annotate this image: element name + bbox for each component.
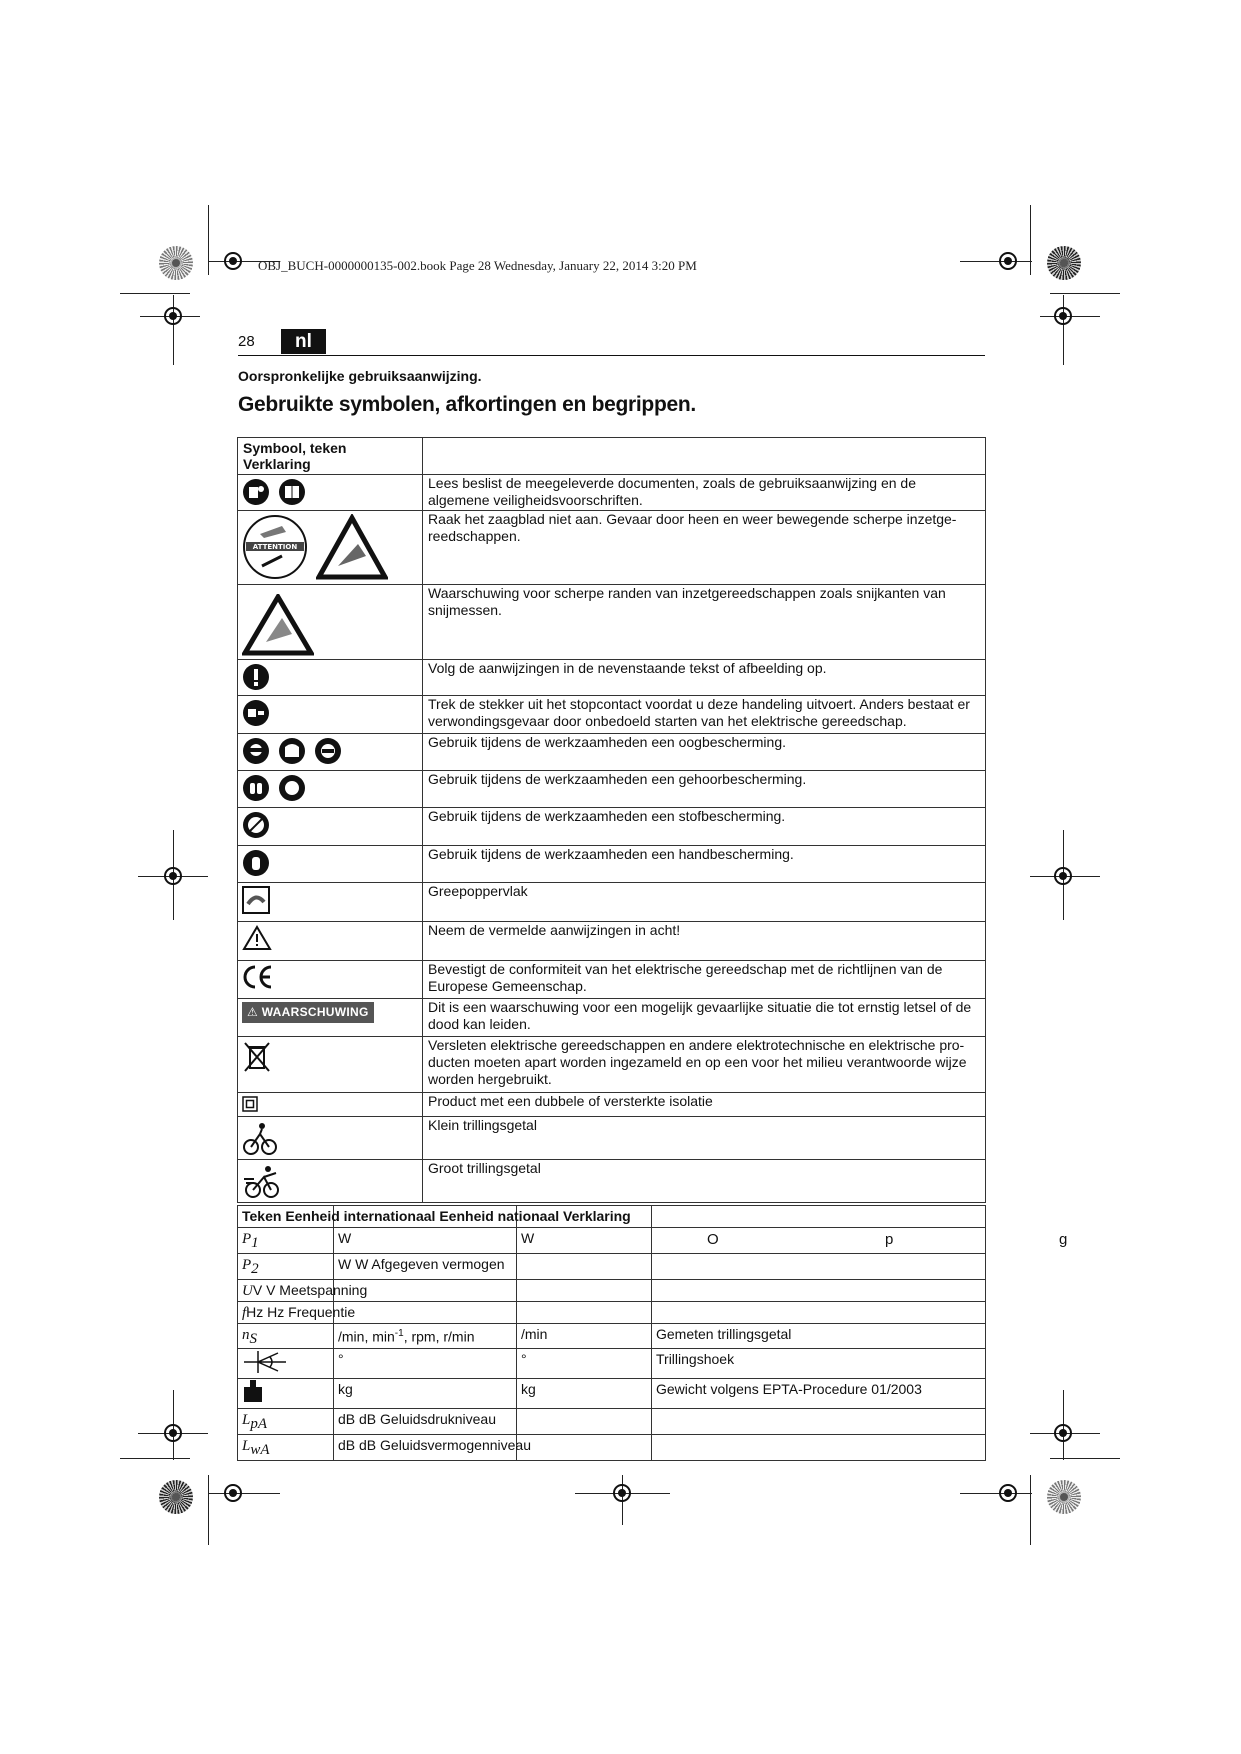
- table-row: ° ° Trillingshoek: [238, 1349, 986, 1379]
- row-text: Versleten elektrische gereedschappen en andere elektrotechnische en elektrische pro-ducten moeten apart worden ingezameld en op een voor het milieu verantwoorde wijze worden hergebruikt.: [423, 1037, 986, 1093]
- stray-letter: p: [885, 1231, 894, 1248]
- table-header: Teken Eenheid internationaal Eenheid nationaal Verklaring: [238, 1206, 334, 1228]
- crosshair-icon: [224, 1484, 242, 1502]
- row-text: Volg de aanwijzingen in de nevenstaande tekst of afbeelding op.: [423, 660, 986, 696]
- warning-blade-icon: [316, 514, 388, 580]
- registration-rosette-icon: [159, 1480, 193, 1514]
- ce-mark-icon: [242, 964, 274, 990]
- row-text: Gebruik tijdens de werkzaamheden een stofbescherming.: [423, 808, 986, 846]
- crosshair-icon: [999, 252, 1017, 270]
- row-text: Klein trillingsgetal: [423, 1117, 986, 1160]
- registration-rosette-icon: [1047, 246, 1081, 280]
- row-text: Raak het zaagblad niet aan. Gevaar door heen en weer bewegende scherpe inzetge-reedschappen.: [423, 511, 986, 585]
- table-row: $L_{wA}$ dB dB Geluidsvermogenniveau: [238, 1435, 986, 1461]
- attention-saw-icon: [242, 514, 308, 580]
- row-text: Greepoppervlak: [423, 883, 986, 922]
- table-header-row: [238, 438, 986, 475]
- warning-triangle-icon: ⚠: [247, 1005, 259, 1019]
- row-text: Gebruik tijdens de werkzaamheden een gehoorbescherming.: [423, 771, 986, 808]
- table-row: [238, 475, 986, 511]
- table-row: [238, 734, 986, 771]
- row-text: Waarschuwing voor scherpe randen van inzetgereedschappen zoals snijkanten van snijmessen.: [423, 585, 986, 660]
- caution-triangle-icon: [242, 925, 272, 951]
- table-row: [238, 1093, 986, 1117]
- table-row: [238, 922, 986, 961]
- table-row: [238, 511, 986, 585]
- table-row: [238, 961, 986, 999]
- table-row: [238, 999, 986, 1037]
- unplug-icon: [242, 699, 270, 727]
- table-row: UV V Meetspanning: [238, 1279, 986, 1301]
- crosshair-icon: [1054, 307, 1072, 325]
- language-tab: nl: [281, 329, 326, 354]
- table-row: $P_2$ W W Afgegeven vermogen: [238, 1253, 986, 1279]
- book-icon: [278, 478, 306, 506]
- table-row: [238, 771, 986, 808]
- row-text: Gebruik tijdens de werkzaamheden een handbescherming.: [423, 846, 986, 883]
- row-text: Neem de vermelde aanwijzingen in acht!: [423, 922, 986, 961]
- table-row: [238, 585, 986, 660]
- registration-rosette-icon: [159, 246, 193, 280]
- table-row: $P_1$ W W: [238, 1228, 986, 1254]
- crosshair-icon: [164, 867, 182, 885]
- row-text: Product met een dubbele of versterkte isolatie: [423, 1093, 986, 1117]
- row-text: Dit is een waarschuwing voor een mogelijk gevaarlijke situatie die tot ernstig letsel of de dood kan leiden.: [423, 999, 986, 1037]
- header-rule: [238, 355, 985, 356]
- crosshair-icon: [1054, 867, 1072, 885]
- table-header: Symbool, teken Verklaring: [238, 438, 423, 475]
- row-text: Trek de stekker uit het stopcontact voordat u deze handeling uitvoert. Anders bestaat er verwondingsgevaar door onbedoeld starten van het elektrische gereedschap.: [423, 696, 986, 734]
- table-header-row: [238, 1206, 986, 1228]
- row-text: Lees beslist de meegeleverde documenten, zoals de gebruiksaanwijzing en de algemene veiligheidsvoorschriften.: [423, 475, 986, 511]
- glove-icon: [242, 849, 270, 877]
- face-shield-icon: [278, 737, 306, 765]
- table-row: fHz Hz Frequentie: [238, 1301, 986, 1323]
- table-row: [238, 1037, 986, 1093]
- stray-letter: g: [1059, 1231, 1068, 1248]
- crosshair-icon: [224, 252, 242, 270]
- warning-label-icon: ⚠ WAARSCHUWING: [242, 1002, 374, 1023]
- table-row: [238, 1160, 986, 1203]
- table-row: kg kg Gewicht volgens EPTA-Procedure 01/2003: [238, 1379, 986, 1409]
- grip-surface-icon: [242, 886, 270, 914]
- crosshair-icon: [164, 1424, 182, 1442]
- page-number: 28: [238, 333, 255, 350]
- units-table: [237, 1205, 986, 1461]
- table-row: [238, 660, 986, 696]
- row-text: Bevestigt de conformiteit van het elektrische gereedschap met de richtlijnen van de Europese Gemeenschap.: [423, 961, 986, 999]
- earmuff-icon: [278, 774, 306, 802]
- document-subtitle: Oorspronkelijke gebruiksaanwijzing.: [238, 368, 482, 384]
- table-row: $n_S$ /min, $\min^{-1}$, rpm, r/min /min Gemeten trillingsgetal: [238, 1323, 986, 1349]
- weee-bin-icon: [242, 1040, 272, 1074]
- crosshair-icon: [164, 307, 182, 325]
- table-row: $L_{pA}$ dB dB Geluidsdrukniveau: [238, 1409, 986, 1435]
- table-row: [238, 808, 986, 846]
- table-row: [238, 883, 986, 922]
- symbol-table: [237, 437, 986, 1203]
- ear-protection-icon: [242, 774, 270, 802]
- goggles-icon: [314, 737, 342, 765]
- crosshair-icon: [999, 1484, 1017, 1502]
- double-insulation-icon: [242, 1096, 258, 1112]
- weight-icon: [242, 1379, 264, 1403]
- fast-bike-icon: [242, 1163, 282, 1199]
- table-row: [238, 696, 986, 734]
- svg-text:ATTENTION: ATTENTION: [252, 543, 298, 551]
- slow-bike-icon: [242, 1120, 278, 1156]
- exclamation-icon: [242, 663, 270, 691]
- angle-icon: [242, 1349, 288, 1375]
- crosshair-icon: [1054, 1424, 1072, 1442]
- file-header: OBJ_BUCH-0000000135-002.book Page 28 Wednesday, January 22, 2014 3:20 PM: [258, 258, 697, 273]
- stray-letter: O: [707, 1231, 719, 1248]
- table-row: [238, 846, 986, 883]
- document-title: Gebruikte symbolen, afkortingen en begrippen.: [238, 393, 696, 416]
- row-text: Groot trillingsgetal: [423, 1160, 986, 1203]
- eye-protection-icon: [242, 737, 270, 765]
- dust-mask-icon: [242, 811, 270, 839]
- crosshair-icon: [613, 1484, 631, 1502]
- row-text: Gebruik tijdens de werkzaamheden een oogbescherming.: [423, 734, 986, 771]
- table-row: [238, 1117, 986, 1160]
- warning-sharp-edge-icon: [242, 594, 314, 656]
- read-manual-icon: [242, 478, 270, 506]
- registration-rosette-icon: [1047, 1480, 1081, 1514]
